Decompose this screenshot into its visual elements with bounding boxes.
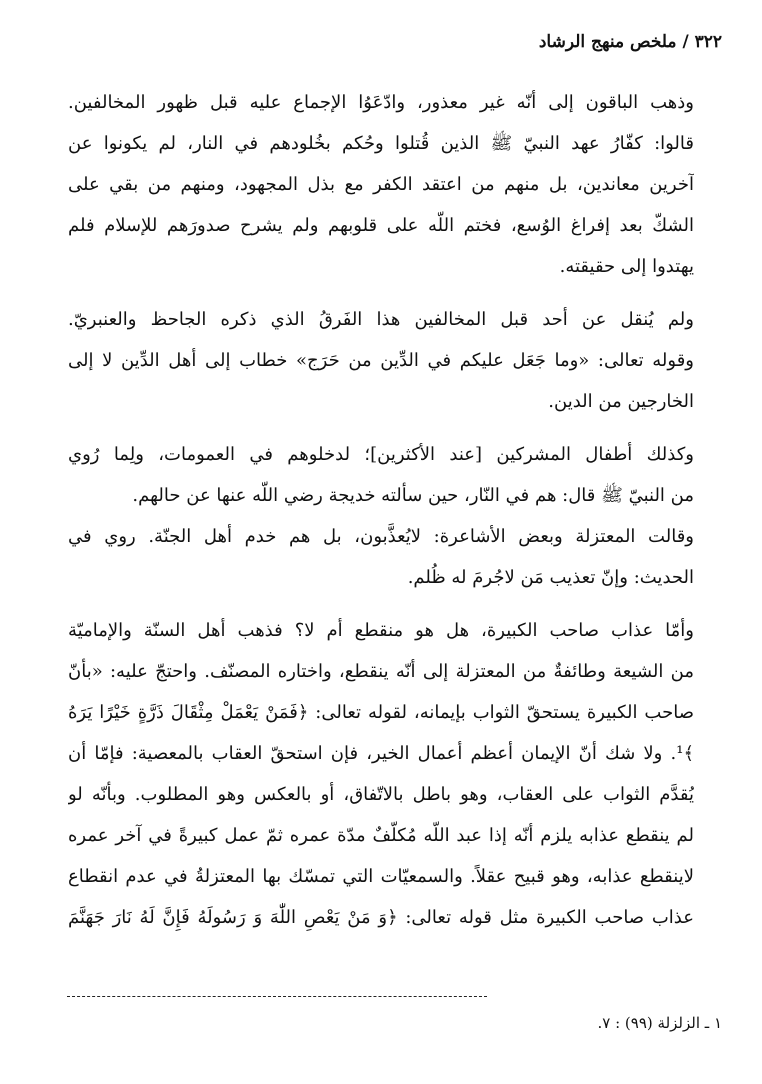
- text-line: الشكّ بعد إفراغ الوُسع، فختم اللّه على قلوبهم ولم يشرح صدورَهم للإسلام فلم: [68, 215, 694, 236]
- paragraph-2: [68, 299, 694, 422]
- text-line: وكذلك أطفال المشركين [عند الأكثرين]؛ لدخلوهم في العمومات، ولِما رُوي: [68, 444, 694, 465]
- paragraph-4: [68, 516, 694, 598]
- paragraph-5: [68, 610, 694, 938]
- text-line: لاينقطع عذابه، وهو قبيح عقلاً. والسمعيّات التي تمسّك بها المعتزلةُ في عدم انقطاع: [68, 866, 694, 887]
- text-line: ﴾¹. ولا شك أنّ الإيمان أعظم أعمال الخير، فإن استحقّ العقاب بالمعصية: فإمّا أن: [68, 743, 694, 764]
- text-line: وقالت المعتزلة وبعض الأشاعرة: لايُعذَّبون، بل هم خدم أهل الجنّة. روي في: [68, 526, 694, 547]
- paragraph-3: [68, 434, 694, 516]
- body-text: [68, 82, 694, 938]
- text-line: لم ينقطع عذابه يلزم أنّه إذا عبد اللّه مُكلّفٌ مدّة عمره ثمّ عمل كبيرةً في آخر عمره: [68, 825, 694, 846]
- paragraph-1: [68, 82, 694, 287]
- text-line: صاحب الكبيرة يستحقّ الثواب بإيمانه، لقوله تعالى: ﴿فَمَنْ يَعْمَلْ مِثْقَالَ ذَرَّةٍ خَيْرًا يَرَهُ: [68, 702, 694, 723]
- text-line: عذاب صاحب الكبيرة مثل قوله تعالى: ﴿وَ مَنْ يَعْصِ اللّٰهَ وَ رَسُولَهُ فَإِنَّ لَهُ نَارَ جَهَنَّمَ: [68, 907, 694, 928]
- text-line: وذهب الباقون إلى أنّه غير معذور، وادّعَوُا الإجماع عليه قبل ظهور المخالفين.: [68, 92, 694, 113]
- text-line: يُقدَّم الثواب على العقاب، وهو باطل بالاتّفاق، أو بالعكس وهو المطلوب. وبأنّه لو: [68, 784, 694, 805]
- text-line: الحديث: وإنّ تعذيب مَن لاجُرمَ له ظُلم.: [407, 567, 694, 588]
- text-line: يهتدوا إلى حقيقته.: [559, 256, 694, 277]
- text-line: وقوله تعالى: «وما جَعَل عليكم في الدِّين من حَرَج» خطاب إلى أهل الدِّين لا إلى: [68, 350, 694, 371]
- text-line: قالوا: كفّارُ عهد النبيّ ﷺ الذين قُتلوا وحُكم بخُلودهم في النار، لم يكونوا عن: [68, 133, 694, 154]
- text-line: آخرين معاندين، بل منهم من اعتقد الكفر مع بذل المجهود، ومنهم من بقي على: [68, 174, 694, 195]
- footnote-divider: [67, 996, 487, 997]
- text-line: وأمّا عذاب صاحب الكبيرة، هل هو منقطع أم لا؟ فذهب أهل السنّة والإماميّة: [68, 620, 694, 641]
- text-line: من الشيعة وطائفةٌ من المعتزلة إلى أنّه ينقطع، واختاره المصنّف. واحتجّ عليه: «بأنّ: [68, 661, 694, 682]
- running-header: ٣٢٢ / ملخص منهج الرشاد: [538, 32, 722, 52]
- text-line: من النبيّ ﷺ قال: هم في النّار، حين سألته خديجة رضي اللّه عنها عن حالهم.: [132, 485, 694, 506]
- text-line: ولم يُنقل عن أحد قبل المخالفين هذا الفَرقُ الذي ذكره الجاحظ والعنبريّ.: [68, 309, 694, 330]
- text-line: الخارجين من الدين.: [548, 391, 694, 412]
- footnote: ١ ـ الزلزلة (٩٩) : ٧.: [597, 1014, 722, 1032]
